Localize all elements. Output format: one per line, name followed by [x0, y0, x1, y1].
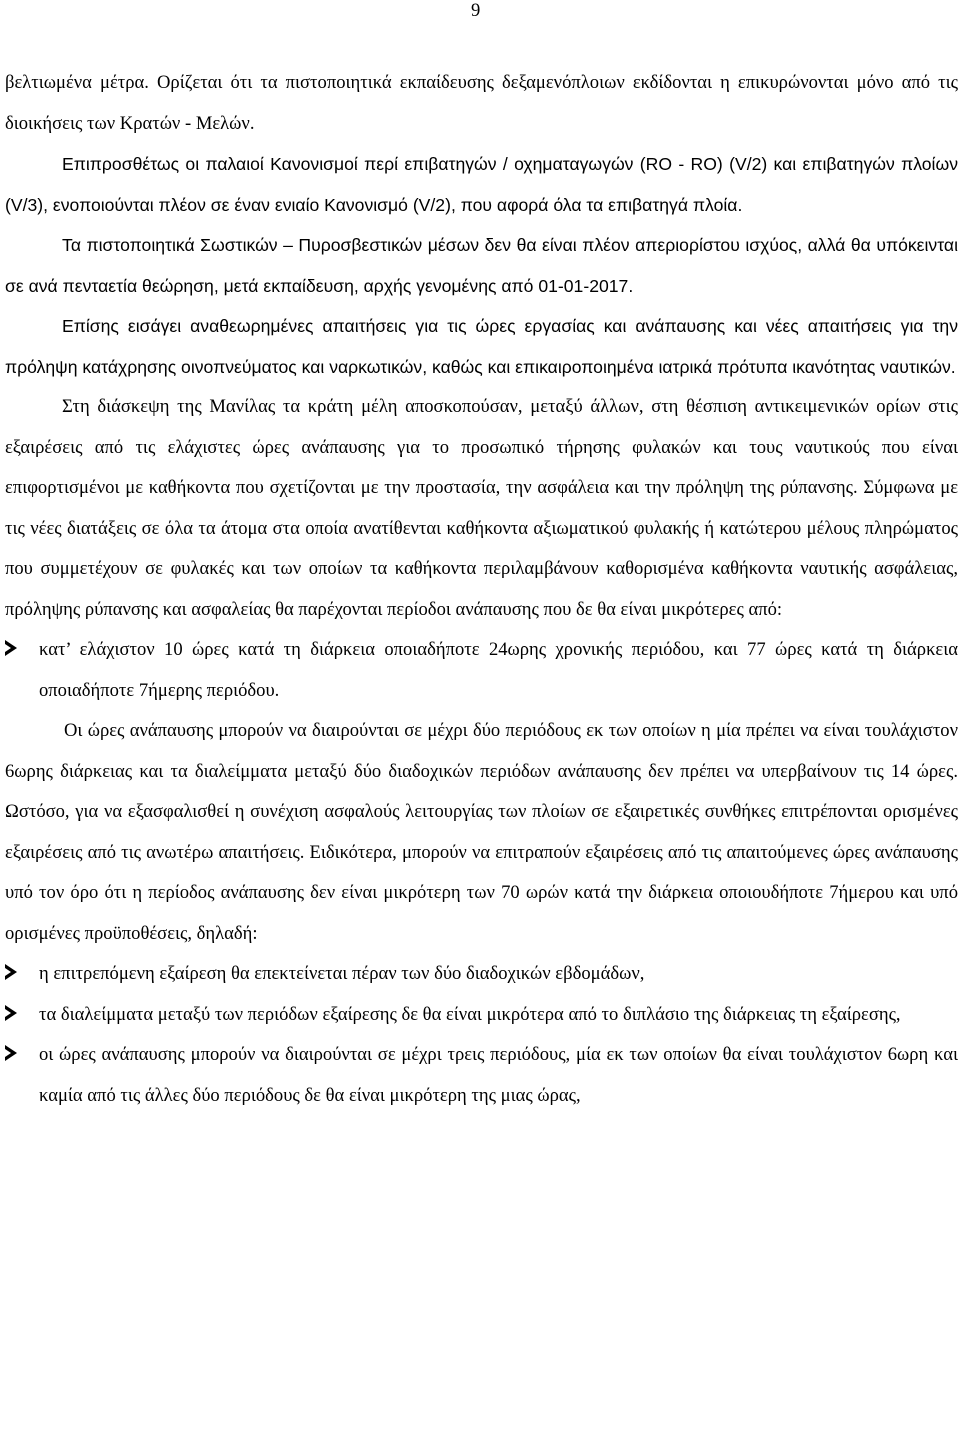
paragraph-2: Επιπροσθέτως οι παλαιοί Κανονισμοί περί επιβατηγών / οχηματαγωγών (RO - RO) (V/2) και επιβατηγών πλοίων (V/3), ενοποιούνται πλέον σε έναν ενιαίο Κανονισμό (V/2), που αφορά όλα τα επιβατηγά πλοία. [5, 154, 958, 215]
paragraph-6: Οι ώρες ανάπαυσης μπορούν να διαιρούνται σε μέχρι δύο περιόδους εκ των οποίων η μία πρέπει να είναι τουλάχιστον 6ωρης διάρκειας και τα διαλείμματα μεταξύ δύο διαδοχικών περιόδων ανάπαυσης δεν πρέπει να υπερβαίνουν τις 14 ώρες. Ωστόσο, για να εξασφαλισθεί η συνέχιση ασφαλούς λειτουργίας των πλοίων σε εξαιρετικές συνθήκες επιτρέπονται ορισμένες εξαιρέσεις από τις ανωτέρω απαιτήσεις. Ειδικότερα, μπορούν να επιτραπούν εξαιρέσεις από τις απαιτούμενες ώρες ανάπαυσης υπό τον όρο ότι η περίοδος ανάπαυσης δεν είναι μικρότερη των 70 ωρών κατά την διάρκεια οποιουδήποτε 7ήμερου και υπό ορισμένες προϋποθέσεις, δηλαδή: [5, 720, 958, 944]
list-item-text: οι ώρες ανάπαυσης μπορούν να διαιρούνται σε μέχρι τρεις περιόδους, μία εκ των οποίων θα είναι τουλάχιστον 6ωρη και καμία από τις άλλες δύο περιόδους δε θα είναι μικρότερη της μιας ώρας, [39, 1044, 958, 1106]
exceptions-conditions-list [5, 954, 958, 1116]
list-item [5, 954, 958, 995]
paragraph-4: Επίσης εισάγει αναθεωρημένες απαιτήσεις για τις ώρες εργασίας και ανάπαυσης και νέες απαιτήσεις για την πρόληψη κατάχρησης οινοπνεύματος και ναρκωτικών, καθώς και επικαιροποιημένα ιατρικά πρότυπα ικανότητας ναυτικών. [5, 316, 958, 377]
paragraph-1: βελτιωμένα μέτρα. Ορίζεται ότι τα πιστοποιητικά εκπαίδευσης δεξαμενόπλοιων εκδίδονται η επικυρώνονται μόνο από τις διοικήσεις των Κρατών - Μελών. [5, 72, 958, 134]
arrow-bullet-icon [5, 1005, 17, 1021]
list-item-text: τα διαλείμματα μεταξύ των περιόδων εξαίρεσης δε θα είναι μικρότερα από το διπλάσιο της διάρκειας τη εξαίρεσης, [39, 1003, 901, 1025]
paragraph-5: Στη διάσκεψη της Μανίλας τα κράτη μέλη αποσκοπούσαν, μεταξύ άλλων, στη θέσπιση αντικειμενικών ορίων στις εξαιρέσεις από τις ελάχιστες ώρες ανάπαυσης για το προσωπικό τήρησης φυλακών και τους ναυτικούς που είναι επιφορτισμένοι με καθήκοντα που σχετίζονται με την προστασία, την ασφάλεια και την πρόληψη της ρύπανσης. Σύμφωνα με τις νέες διατάξεις σε όλα τα άτομα στα οποία ανατίθενται καθήκοντα αξιωματικού φυλακής ή κατώτερου μέλους πληρώματος που συμμετέχουν σε φυλακές και των οποίων τα καθήκοντα περιλαμβάνουν καθορισμένα καθήκοντα ναυτικής ασφάλειας, πρόληψης ρύπανσης και ασφαλείας θα παρέχονται περίοδοι ανάπαυσης που δε θα είναι μικρότερες από: [5, 396, 958, 620]
list-item [5, 630, 958, 711]
paragraph-3: Τα πιστοποιητικά Σωστικών – Πυροσβεστικών μέσων δεν θα είναι πλέον απεριορίστου ισχύος, αλλά θα υπόκεινται σε ανά πενταετία θεώρηση, μετά εκπαίδευση, αρχής γενομένης από 01-01-2017. [5, 235, 958, 296]
arrow-bullet-icon [5, 1045, 17, 1061]
arrow-bullet-icon [5, 964, 17, 980]
document-body [5, 63, 958, 1116]
page-number: 9 [471, 0, 481, 21]
rest-hours-list [5, 630, 958, 711]
list-item [5, 995, 958, 1036]
list-item-text: η επιτρεπόμενη εξαίρεση θα επεκτείνεται πέραν των δύο διαδοχικών εβδομάδων, [39, 963, 645, 984]
list-item [5, 1035, 958, 1116]
arrow-bullet-icon [5, 640, 17, 656]
list-item-text: κατ’ ελάχιστον 10 ώρες κατά τη διάρκεια οποιαδήποτε 24ωρης χρονικής περιόδου, και 77 ώρες κατά τη διάρκεια οποιαδήποτε 7ήμερης περιόδου. [39, 639, 958, 701]
